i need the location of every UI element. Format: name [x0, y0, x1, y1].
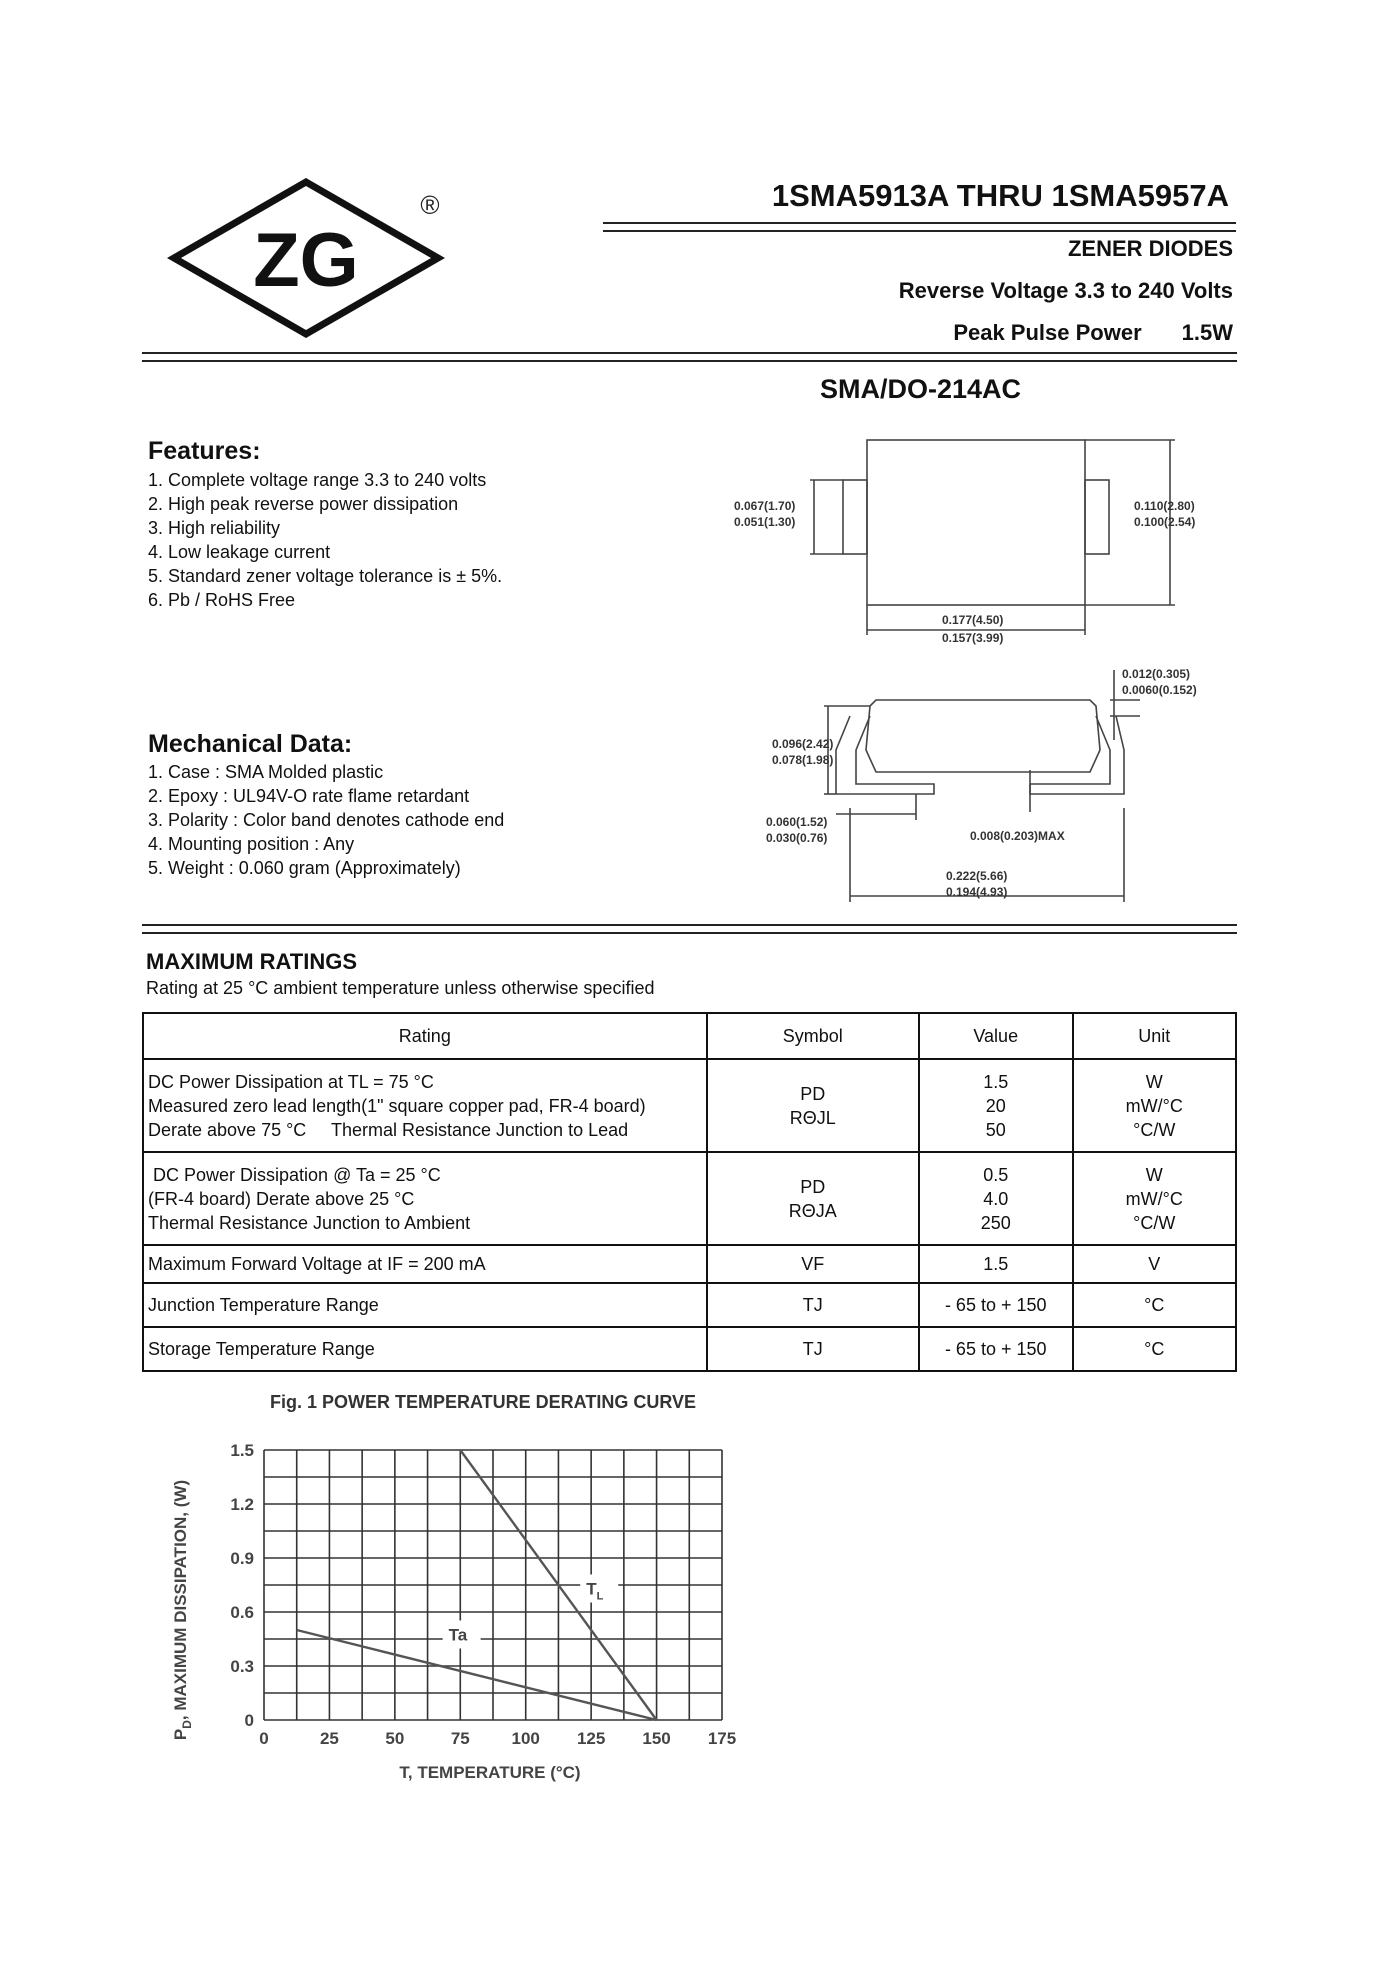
- dim-text: 0.0060(0.152): [1122, 683, 1197, 697]
- list-item: 1. Case : SMA Molded plastic: [148, 762, 384, 782]
- dim-text: 0.100(2.54): [1134, 515, 1196, 529]
- unit-cell: °C: [1073, 1327, 1237, 1371]
- symbol-cell: PD RΘJL: [707, 1059, 919, 1152]
- derating-chart: [160, 1420, 760, 1800]
- mechanical-title: Mechanical Data:: [148, 730, 353, 758]
- table-header-row: [143, 1013, 1236, 1059]
- reverse-voltage: Reverse Voltage 3.3 to 240 Volts: [898, 278, 1233, 303]
- y-tick-label: 1.5: [230, 1441, 254, 1460]
- unit-cell: °C: [1073, 1283, 1237, 1327]
- device-type: ZENER DIODES: [1067, 236, 1233, 261]
- list-item: 5. Standard zener voltage tolerance is ± 5%.: [148, 566, 503, 586]
- dim-text: 0.008(0.203)MAX: [970, 829, 1065, 843]
- dim-text: 0.051(1.30): [734, 515, 796, 529]
- x-tick-label: 50: [385, 1729, 405, 1748]
- list-item: 4. Low leakage current: [148, 542, 331, 562]
- dim-text: 0.157(3.99): [942, 631, 1004, 645]
- symbol-cell: TJ: [707, 1283, 919, 1327]
- value-cell: - 65 to + 150: [919, 1283, 1073, 1327]
- dim-text: 0.078(1.98): [772, 753, 834, 767]
- list-item: 3. High reliability: [148, 518, 281, 538]
- column-header: Symbol: [707, 1013, 919, 1059]
- x-tick-label: 0: [259, 1729, 269, 1748]
- table-row: [143, 1059, 1236, 1152]
- dim-text: 0.222(5.66): [946, 869, 1008, 883]
- x-tick-label: 150: [642, 1729, 671, 1748]
- logo-text: ZG: [253, 218, 359, 303]
- y-tick-label: 0.6: [230, 1603, 254, 1622]
- column-header: Rating: [143, 1013, 707, 1059]
- symbol-cell: PD RΘJA: [707, 1152, 919, 1245]
- features-list: [148, 468, 502, 612]
- rating-cell: Maximum Forward Voltage at IF = 200 mA: [143, 1245, 707, 1283]
- rating-cell: Junction Temperature Range: [143, 1283, 707, 1327]
- rating-cell: DC Power Dissipation at TL = 75 °C Measured zero lead length(1" square copper pad, FR-4 board) Derate above 75 °C Thermal Resistance Junction to Lead: [143, 1059, 707, 1152]
- list-item: 1. Complete voltage range 3.3 to 240 volts: [148, 470, 487, 490]
- unit-cell: W mW/°C °C/W: [1073, 1152, 1237, 1245]
- dim-text: 0.194(4.93): [946, 885, 1008, 899]
- x-tick-label: 100: [511, 1729, 540, 1748]
- body-outline: [867, 440, 1085, 605]
- dim-text: 0.060(1.52): [766, 815, 828, 829]
- part-number-title: 1SMA5913A THRU 1SMA5957A: [771, 178, 1229, 213]
- dim-text: 0.067(1.70): [734, 499, 796, 513]
- list-item: 2. Epoxy : UL94V-O rate flame retardant: [148, 786, 470, 806]
- body-outline: [866, 700, 1100, 772]
- symbol-cell: VF: [707, 1245, 919, 1283]
- y-tick-label: 0: [244, 1711, 254, 1730]
- dim-text: 0.177(4.50): [942, 613, 1004, 627]
- y-tick-label: 0.3: [230, 1657, 254, 1676]
- dim-text: 0.012(0.305): [1122, 667, 1191, 681]
- x-tick-label: 125: [576, 1729, 606, 1748]
- value-cell: 1.5 20 50: [919, 1059, 1073, 1152]
- symbol-cell: TJ: [707, 1327, 919, 1371]
- lead-left: [836, 716, 934, 794]
- lead-left: [843, 480, 867, 554]
- value-cell: 1.5: [919, 1245, 1073, 1283]
- peak-pulse-label: Peak Pulse Power: [953, 320, 1142, 345]
- header-rule: [142, 352, 1237, 362]
- peak-pulse-value: 1.5W: [1181, 320, 1233, 345]
- rating-cell: DC Power Dissipation @ Ta = 25 °C (FR-4 board) Derate above 25 °C Thermal Resistance Junction to Ambient: [143, 1152, 707, 1245]
- column-header: Value: [919, 1013, 1073, 1059]
- dim-text: 0.096(2.42): [772, 737, 834, 751]
- y-tick-label: 0.9: [230, 1549, 254, 1568]
- section-rule: [142, 924, 1237, 934]
- series-label-ta: Ta: [448, 1625, 468, 1645]
- x-tick-label: 75: [450, 1729, 470, 1748]
- lead-right: [1030, 716, 1124, 794]
- package-top-view: [720, 430, 1240, 660]
- y-axis-label: $P_D$, MAXIMUM DISSIPATION, (W): [171, 1479, 194, 1741]
- list-item: 4. Mounting position : Any: [148, 834, 355, 854]
- chart-ticks: [230, 1441, 736, 1748]
- dim-text: 0.110(2.80): [1134, 499, 1195, 513]
- table-row: [143, 1245, 1236, 1283]
- table-row: [143, 1327, 1236, 1371]
- dim-text: 0.030(0.76): [766, 831, 828, 845]
- ratings-title: MAXIMUM RATINGS: [146, 949, 358, 974]
- chart-title: Fig. 1 POWER TEMPERATURE DERATING CURVE: [270, 1392, 697, 1412]
- table-row: [143, 1283, 1236, 1327]
- value-cell: - 65 to + 150: [919, 1327, 1073, 1371]
- ratings-note: Rating at 25 °C ambient temperature unless otherwise specified: [146, 978, 655, 998]
- company-logo: [166, 178, 446, 338]
- features-title: Features:: [148, 437, 261, 465]
- y-tick-label: 1.2: [230, 1495, 254, 1514]
- value-cell: 0.5 4.0 250: [919, 1152, 1073, 1245]
- list-item: 6. Pb / RoHS Free: [148, 590, 296, 610]
- column-header: Unit: [1073, 1013, 1237, 1059]
- list-item: 5. Weight : 0.060 gram (Approximately): [148, 858, 461, 878]
- x-tick-label: 175: [707, 1729, 737, 1748]
- x-axis-label: T, TEMPERATURE (°C): [399, 1763, 581, 1782]
- ratings-table: [142, 1012, 1237, 1372]
- x-tick-label: 25: [319, 1729, 339, 1748]
- unit-cell: V: [1073, 1245, 1237, 1283]
- list-item: 3. Polarity : Color band denotes cathode end: [148, 810, 505, 830]
- lead-right: [1085, 480, 1109, 554]
- series-label-tl: $T_L$: [586, 1579, 604, 1603]
- table-row: [143, 1152, 1236, 1245]
- package-name: SMA/DO-214AC: [820, 374, 1022, 404]
- rating-cell: Storage Temperature Range: [143, 1327, 707, 1371]
- list-item: 2. High peak reverse power dissipation: [148, 494, 459, 514]
- peak-pulse-power: [953, 320, 1233, 346]
- title-rule: [603, 222, 1236, 232]
- unit-cell: W mW/°C °C/W: [1073, 1059, 1237, 1152]
- registered-mark: ®: [420, 190, 440, 220]
- package-side-view: [740, 660, 1240, 910]
- mechanical-list: [148, 760, 504, 880]
